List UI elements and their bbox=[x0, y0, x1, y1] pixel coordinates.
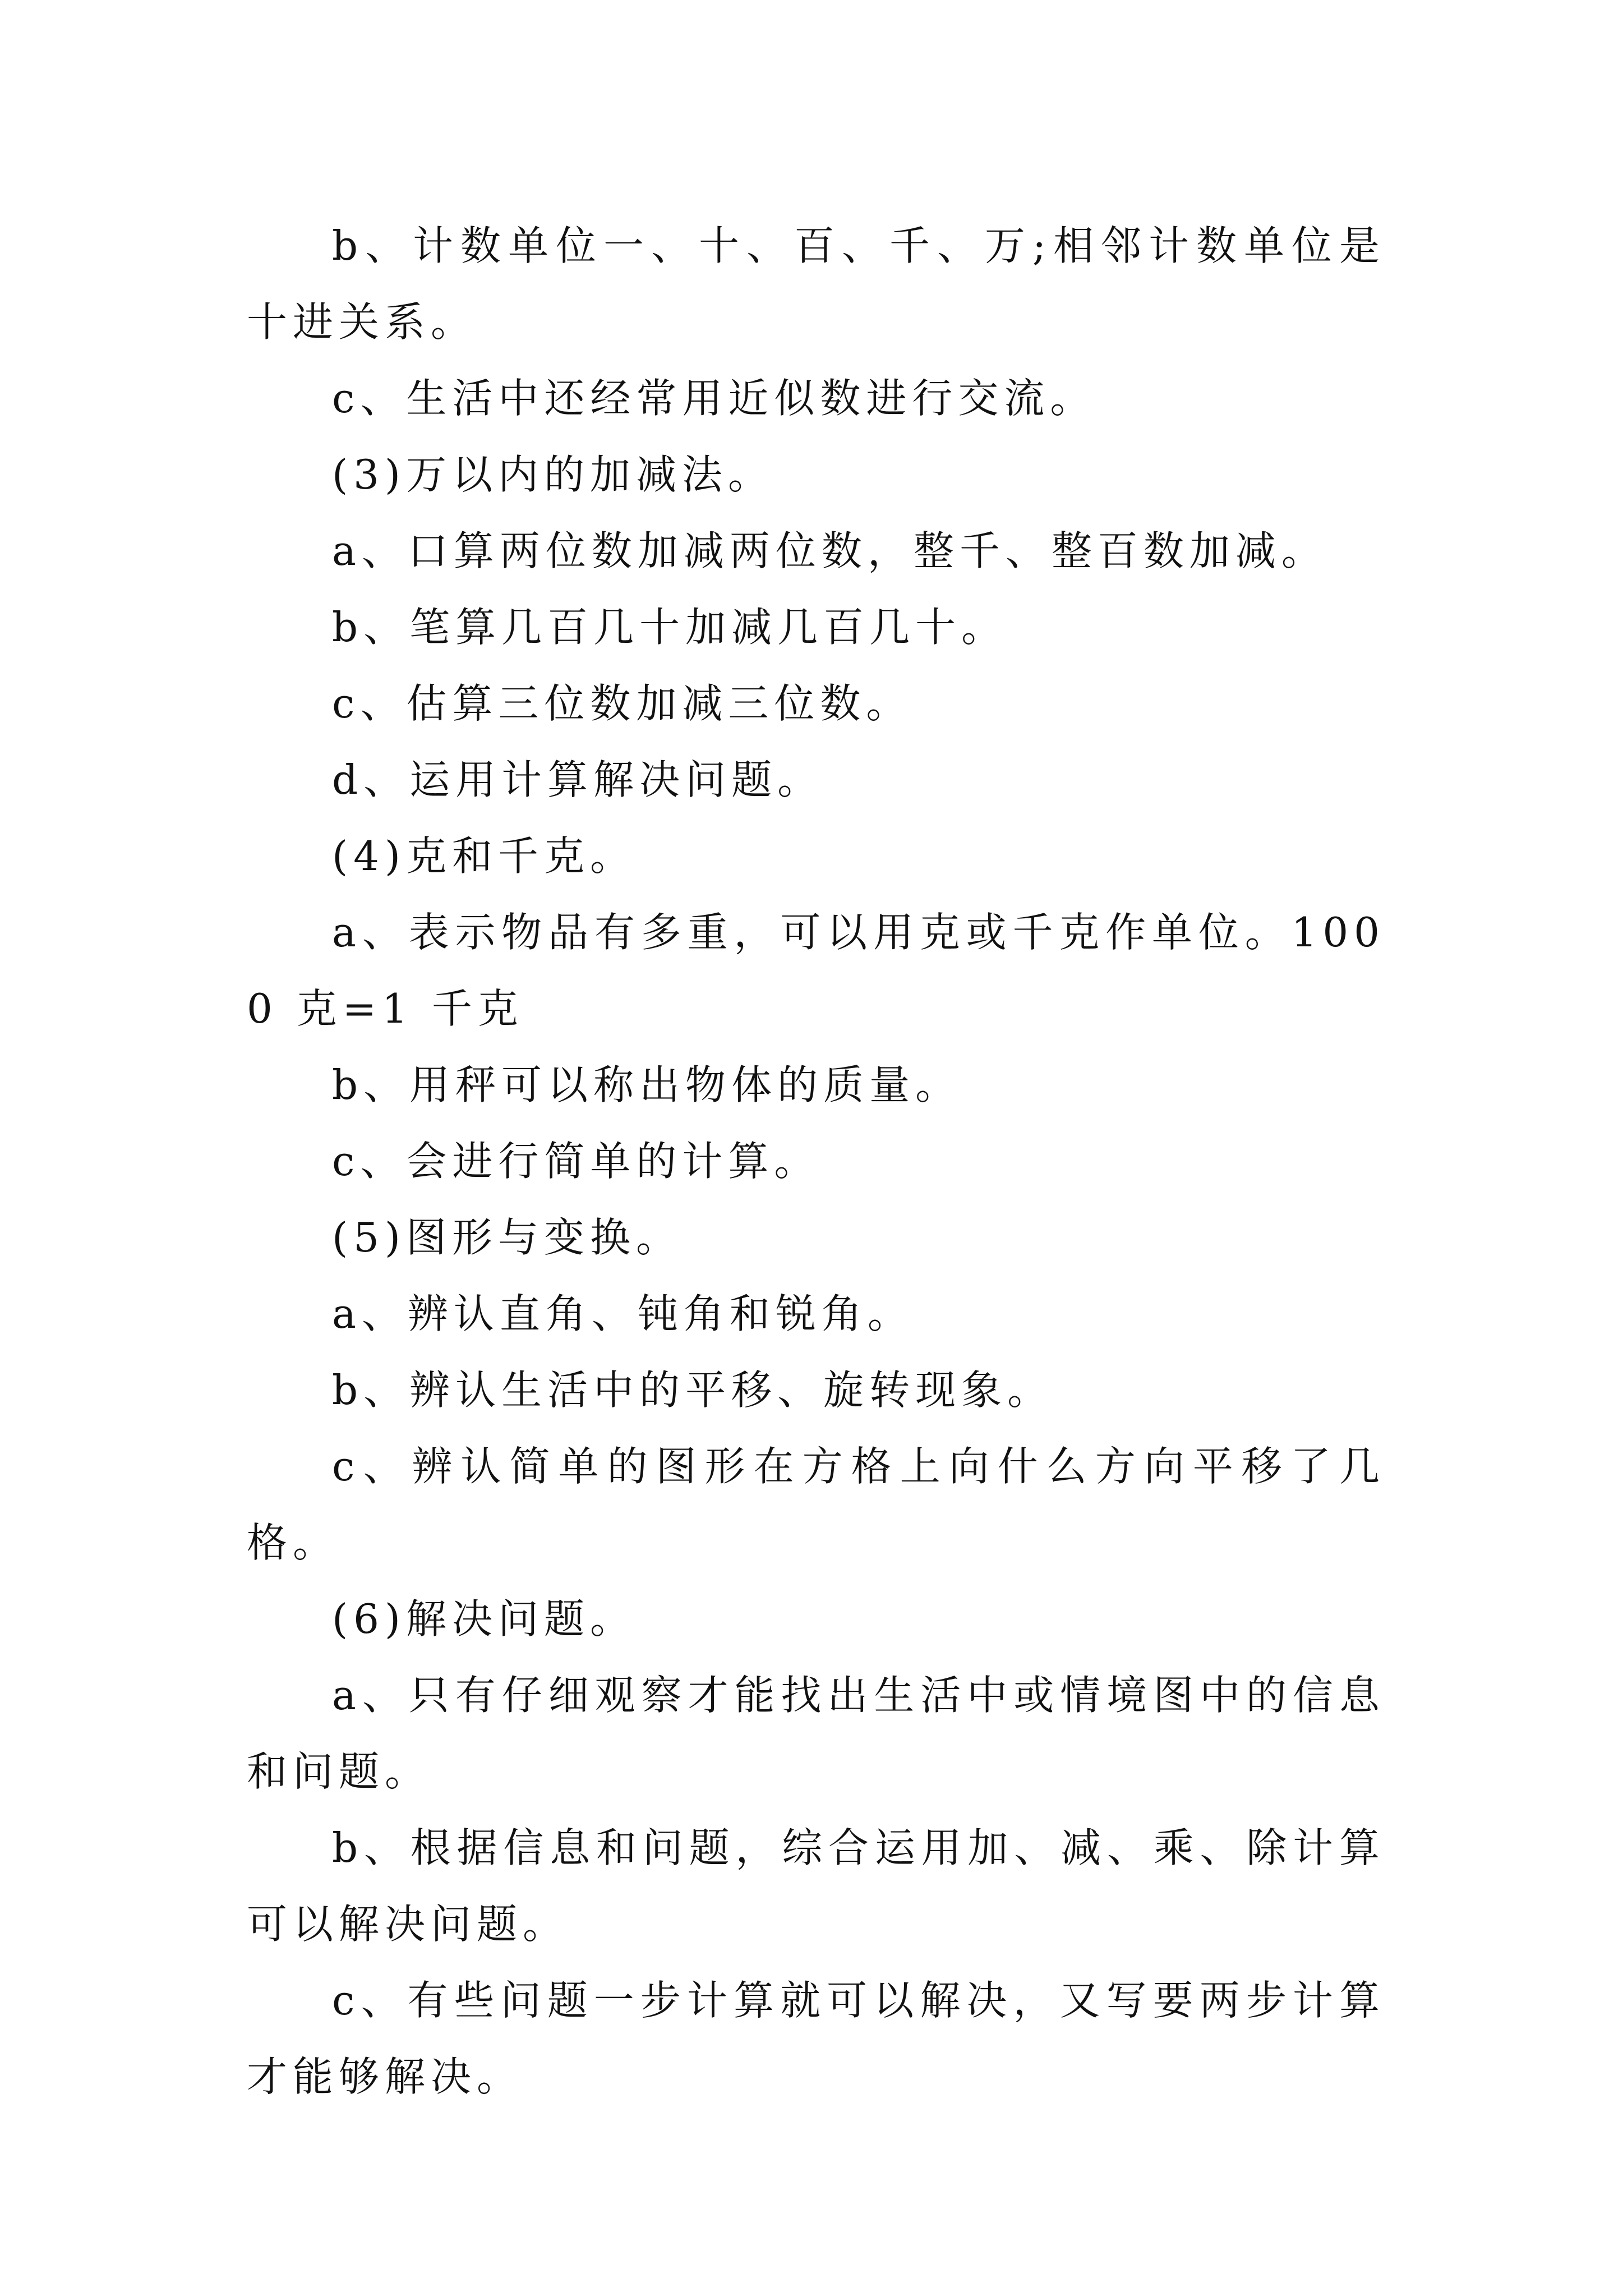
paragraph-b-written-arithmetic: b、笔算几百几十加减几百几十。 bbox=[332, 604, 1008, 651]
paragraph-a-angles: a、辨认直角、钝角和锐角。 bbox=[332, 1290, 914, 1337]
paragraph-b-scale: b、用秤可以称出物体的质量。 bbox=[332, 1061, 962, 1108]
section-heading-4: (4)克和千克。 bbox=[332, 832, 636, 880]
paragraph-c-approximate-numbers: c、生活中还经常用近似数进行交流。 bbox=[332, 375, 1096, 422]
paragraph-a-observation: a、只有仔细观察才能找出生活中或情境图中的信息和问题。 bbox=[247, 1672, 1385, 1795]
paragraph-b-translation-rotation: b、辨认生活中的平移、旋转现象。 bbox=[332, 1366, 1054, 1414]
paragraph-c-simple-calculation: c、会进行简单的计算。 bbox=[332, 1138, 820, 1185]
paragraph-c-multi-step: c、有些问题一步计算就可以解决，又写要两步计算才能够解决。 bbox=[247, 1977, 1385, 2100]
document-body bbox=[247, 208, 1385, 2115]
section-heading-3: (3)万以内的加减法。 bbox=[332, 451, 774, 498]
section-heading-6: (6)解决问题。 bbox=[332, 1595, 636, 1642]
paragraph-a-weight-units: a、表示物品有多重，可以用克或千克作单位。1000 克=1 千克 bbox=[247, 909, 1385, 1032]
section-heading-5: (5)图形与变换。 bbox=[332, 1214, 682, 1261]
paragraph-b-combined-operations: b、根据信息和问题，综合运用加、减、乘、除计算可以解决问题。 bbox=[247, 1824, 1385, 1948]
paragraph-b-counting-units: b、计数单位一、十、百、千、万;相邻计数单位是十进关系。 bbox=[247, 222, 1385, 346]
paragraph-c-estimation: c、估算三位数加减三位数。 bbox=[332, 680, 912, 727]
paragraph-c-grid-translation: c、辨认简单的图形在方格上向什么方向平移了几格。 bbox=[247, 1443, 1385, 1566]
paragraph-d-problem-solving: d、运用计算解决问题。 bbox=[332, 756, 824, 803]
paragraph-a-mental-arithmetic: a、口算两位数加减两位数，整千、整百数加减。 bbox=[332, 527, 1327, 574]
